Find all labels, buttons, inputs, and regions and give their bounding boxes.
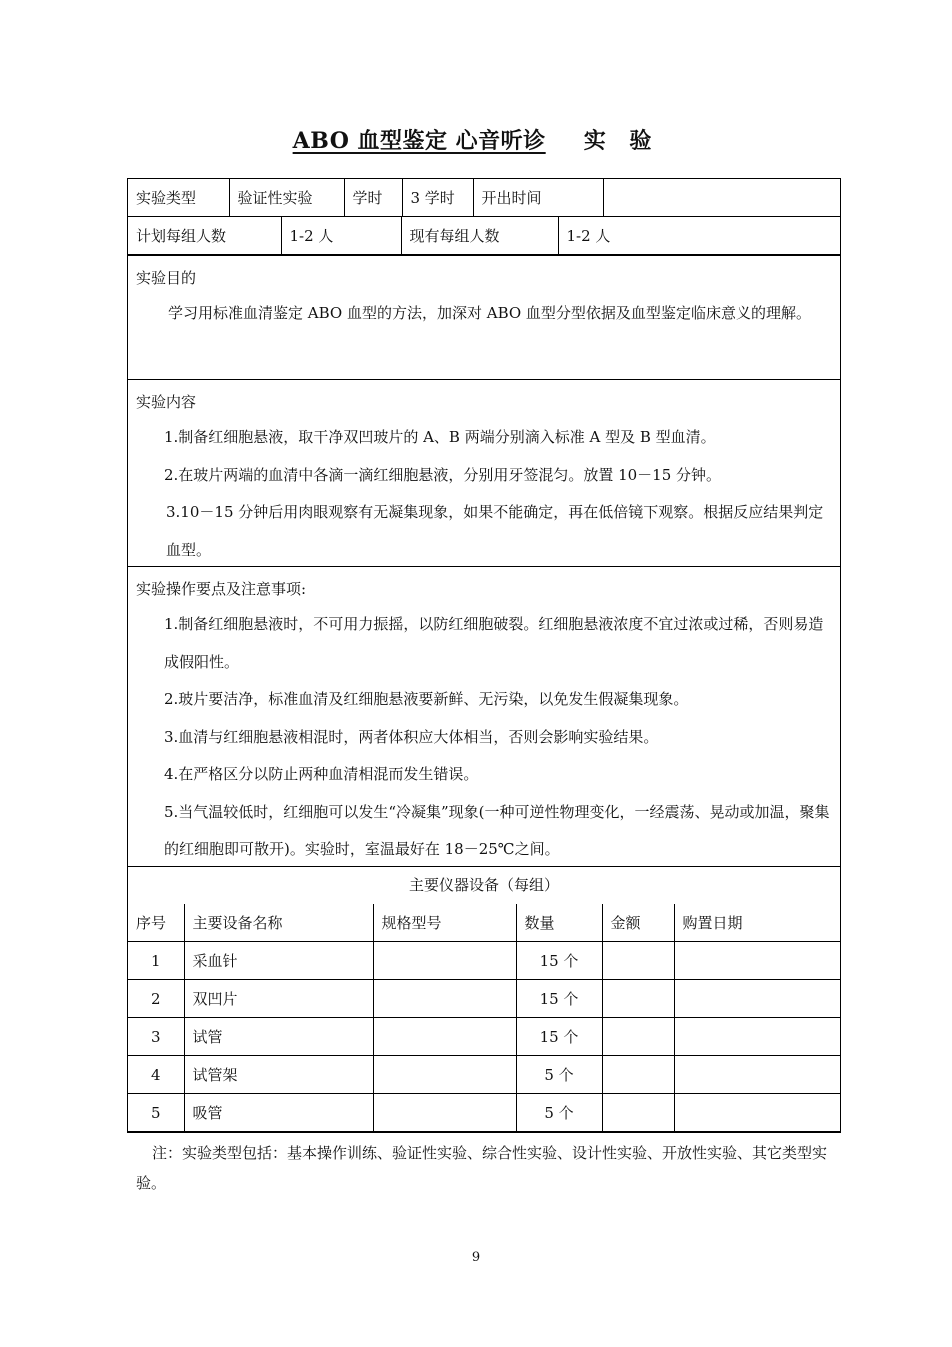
row-amount [602,1094,674,1132]
equipment-heading: 主要仪器设备（每组） [128,866,840,904]
row-date [674,1056,840,1094]
notes-section [128,566,840,866]
row-index: 3 [128,1018,184,1056]
col-amount-header: 金额 [602,904,674,942]
row-date [674,942,840,980]
row-amount [602,980,674,1018]
type-value: 验证性实验 [229,179,344,217]
row-spec [373,1094,516,1132]
table-row [128,1094,840,1132]
info-table-row1 [128,179,840,217]
content-heading: 实验内容 [136,393,197,411]
row-spec [373,1018,516,1056]
experiment-form [127,178,841,1133]
equipment-header-row [128,904,840,942]
purpose-heading: 实验目的 [136,269,197,287]
row-name: 双凹片 [184,980,373,1018]
row-amount [602,1056,674,1094]
row-qty: 5 个 [516,1094,602,1132]
row-amount [602,1018,674,1056]
content-item: 3.10－15 分钟后用肉眼观察有无凝集现象，如果不能确定，再在低倍镜下观察。根据反应结果判定血型。 [166,503,824,559]
col-date-header: 购置日期 [674,904,840,942]
row-date [674,1094,840,1132]
row-index: 1 [128,942,184,980]
row-spec [373,1056,516,1094]
type-label: 实验类型 [128,179,229,217]
row-date [674,980,840,1018]
row-name: 试管 [184,1018,373,1056]
open-time-label: 开出时间 [473,179,603,217]
document-title [0,124,952,155]
content-section [128,379,840,566]
current-per-group-label: 现有每组人数 [401,217,558,255]
hours-label: 学时 [344,179,402,217]
notes-item: 4.在严格区分以防止两种血清相混而发生错误。 [164,765,479,783]
notes-item: 2.玻片要洁净，标准血清及红细胞悬液要新鲜、无污染，以免发生假凝集现象。 [164,690,689,708]
row-qty: 15 个 [516,980,602,1018]
row-name: 试管架 [184,1056,373,1094]
purpose-text: 学习用标准血清鉴定 ABO 血型的方法，加深对 ABO 血型分型依据及血型鉴定临床意义的理解。 [168,304,811,322]
col-index-header: 序号 [128,904,184,942]
row-qty: 15 个 [516,1018,602,1056]
row-amount [602,942,674,980]
content-item: 1.制备红细胞悬液，取干净双凹玻片的 A、B 两端分别滴入标准 A 型及 B 型血清。 [164,428,716,446]
notes-heading: 实验操作要点及注意事项: [136,580,307,598]
row-index: 5 [128,1094,184,1132]
row-qty: 15 个 [516,942,602,980]
page-number: 9 [471,1250,481,1265]
row-name: 采血针 [184,942,373,980]
notes-item: 5.当气温较低时，红细胞可以发生“冷凝集”现象(一种可逆性物理变化，一经震荡、晃动或加温，聚集的红细胞即可散开)。实验时，室温最好在 18－25℃之间。 [164,802,830,858]
row-spec [373,942,516,980]
title-main: ABO 血型鉴定 心音听诊 [292,128,546,154]
content-item: 2.在玻片两端的血清中各滴一滴红细胞悬液，分别用牙签混匀。放置 10－15 分钟。 [164,465,722,484]
table-row [128,980,840,1018]
table-row [128,1018,840,1056]
col-qty-header: 数量 [516,904,602,942]
planned-per-group-label: 计划每组人数 [128,217,281,255]
row-qty: 5 个 [516,1056,602,1094]
footnote: 注：实验类型包括：基本操作训练、验证性实验、综合性实验、设计性实验、开放性实验、其它类型实验。 [136,1144,828,1192]
info-table-row2 [128,217,840,255]
purpose-section [128,255,840,379]
col-spec-header: 规格型号 [373,904,516,942]
row-spec [373,980,516,1018]
row-date [674,1018,840,1056]
notes-item: 3.血清与红细胞悬液相混时，两者体积应大体相当，否则会影响实验结果。 [164,727,659,746]
equipment-table [128,904,840,1132]
row-name: 吸管 [184,1094,373,1132]
row-index: 2 [128,980,184,1018]
hours-value: 3 学时 [402,179,473,217]
planned-per-group-value: 1-2 人 [281,217,401,255]
current-per-group-value: 1-2 人 [558,217,840,255]
notes-item: 1.制备红细胞悬液时，不可用力振摇，以防红细胞破裂。红细胞悬液浓度不宜过浓或过稀，否则易造成假阳性。 [164,615,824,671]
row-index: 4 [128,1056,184,1094]
col-name-header: 主要设备名称 [184,904,373,942]
title-suffix: 实 验 [583,128,660,154]
open-time-value [603,179,840,217]
table-row [128,1056,840,1094]
table-row [128,942,840,980]
